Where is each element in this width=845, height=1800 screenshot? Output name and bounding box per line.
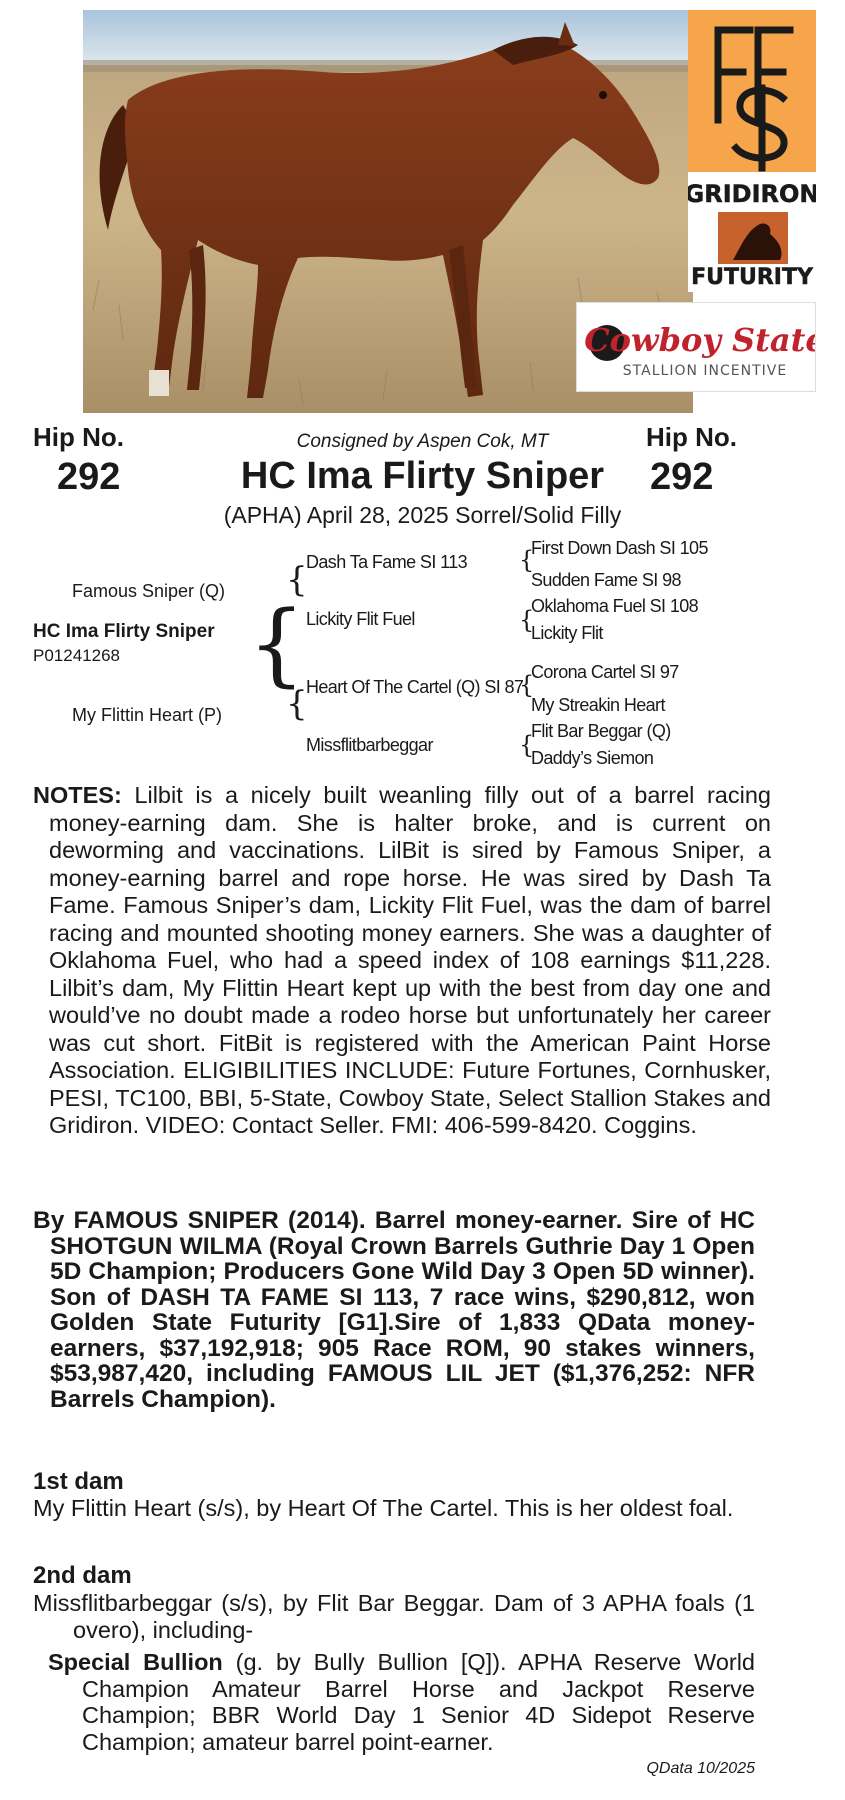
svg-text:STALLION INCENTIVE: STALLION INCENTIVE [622, 363, 788, 379]
hip-label-left: Hip No. [33, 422, 124, 452]
registration-line: (APHA) April 28, 2025 Sorrel/Solid Filly [223, 502, 622, 528]
first-dam-title: 1st dam [33, 1468, 124, 1495]
pedigree-horse: HC Ima Flirty Sniper [33, 621, 215, 642]
second-dam-title: 2nd dam [33, 1562, 132, 1589]
first-dam-text: My Flittin Heart (s/s), by Heart Of The Cartel. This is her oldest foal. [33, 1495, 734, 1521]
cowboy-state-logo [576, 302, 816, 392]
pedigree-ss-dam: Sudden Fame SI 98 [531, 570, 681, 590]
sire-paragraph: By FAMOUS SNIPER (2014). Barrel money-earner. Sire of HC SHOTGUN WILMA (Royal Crown Barrels Guthrie Day 1 Open 5D Champion; Producers Gone Wild Day 3 Open 5D winner). Son of DASH TA FAME SI 113, 7 race wins, $290,812, won Golden State Futurity [G1].Sire of 1,833 QData money-earners, $37,192,918; 905 Race ROM, 90 stakes winners, $53,987,420, including FAMOUS LIL JET ($1,376,252: NFR Barrels Champion). [33, 1207, 755, 1413]
pedigree-brace-dd: { [519, 731, 535, 759]
ffs-logo [688, 10, 816, 172]
second-dam-text: Missflitbarbeggar (s/s), by Flit Bar Beggar. Dam of 3 APHA foals (1 overo), including- [33, 1590, 755, 1643]
svg-text:Cowboy State: Cowboy State [584, 321, 815, 359]
notes-paragraph [33, 782, 771, 1140]
pedigree-brace-dam: { [286, 684, 308, 724]
produce-name: Special Bullion [48, 1649, 223, 1675]
pedigree-brace-ds: { [519, 671, 535, 699]
pedigree-dd-sire: Flit Bar Beggar (Q) [531, 721, 671, 741]
pedigree-sd-dam: Lickity Flit [531, 623, 603, 643]
hip-number-left: 292 [57, 456, 121, 498]
pedigree-brace-main: { [248, 592, 306, 697]
pedigree-dam-sire: Heart Of The Cartel (Q) SI 87 [306, 677, 524, 697]
pedigree-sire: Famous Sniper (Q) [72, 581, 226, 601]
pedigree-brace-sd: { [519, 606, 535, 634]
pedigree-dam: My Flittin Heart (P) [72, 705, 223, 725]
pedigree-dd-dam: Daddy’s Siemon [531, 748, 654, 768]
horse-name: HC Ima Flirty Sniper [240, 455, 605, 497]
pedigree-sire-dam: Lickity Flit Fuel [306, 609, 415, 629]
pedigree-ss-sire: First Down Dash SI 105 [531, 538, 708, 558]
pedigree-ds-sire: Corona Cartel SI 97 [531, 662, 679, 682]
pedigree-sd-sire: Oklahoma Fuel SI 108 [531, 596, 699, 616]
produce-entry [48, 1649, 755, 1755]
svg-text:GRIDIRON: GRIDIRON [688, 180, 816, 208]
pedigree-brace-sire: { [286, 560, 308, 600]
consignor-line: Consigned by Aspen Cok, MT [296, 431, 549, 452]
pedigree-ds-dam: My Streakin Heart [531, 695, 665, 715]
pedigree-reg-number: P01241268 [33, 646, 120, 665]
notes-label: NOTES: [33, 782, 122, 808]
pedigree-brace-ss: { [519, 546, 535, 574]
pedigree-sire-sire: Dash Ta Fame SI 113 [306, 552, 468, 572]
hip-number-right: 292 [650, 456, 714, 498]
qdata-footer: QData 10/2025 [646, 1760, 755, 1777]
svg-text:FUTURITY: FUTURITY [691, 265, 813, 290]
hip-label-right: Hip No. [646, 422, 737, 452]
notes-text: Lilbit is a nicely built weanling filly out of a barrel racing money-earning dam. She is halter broke, and is current on deworming and vaccinations. LilBit is sired by Famous Sniper, a money-earning barrel and rope horse. He was sired by Dash Ta Fame. Famous Sniper’s dam, Lickity Flit Fuel, was the dam of barrel racing and mounted shooting money earners. She was a daughter of Oklahoma Fuel, who had a speed index of 108 earnings $11,228. Lilbit’s dam, My Flittin Heart kept up with the best from day one and would’ve no doubt made a rodeo horse but unfortunately her career was cut short. FitBit is registered with the American Paint Horse Association. ELIGIBILITIES INCLUDE: Future Fortunes, Cornhusker, PESI, TC100, BBI, 5-State, Cowboy State, Select Stallion Stakes and Gridiron. VIDEO: Contact Seller. FMI: 406-599-8420. Coggins. [49, 782, 771, 1138]
produce-text: (g. by Bully Bullion [Q]). APHA Reserve World Champion Amateur Barrel Horse and Jackpot Reserve Champion; BBR World Day 1 Senior 4D Sidepot Reserve Champion; amateur barrel point-earner. [82, 1649, 756, 1755]
pedigree-dam-dam: Missflitbarbeggar [306, 735, 433, 755]
gridiron-futurity-logo [688, 172, 816, 292]
